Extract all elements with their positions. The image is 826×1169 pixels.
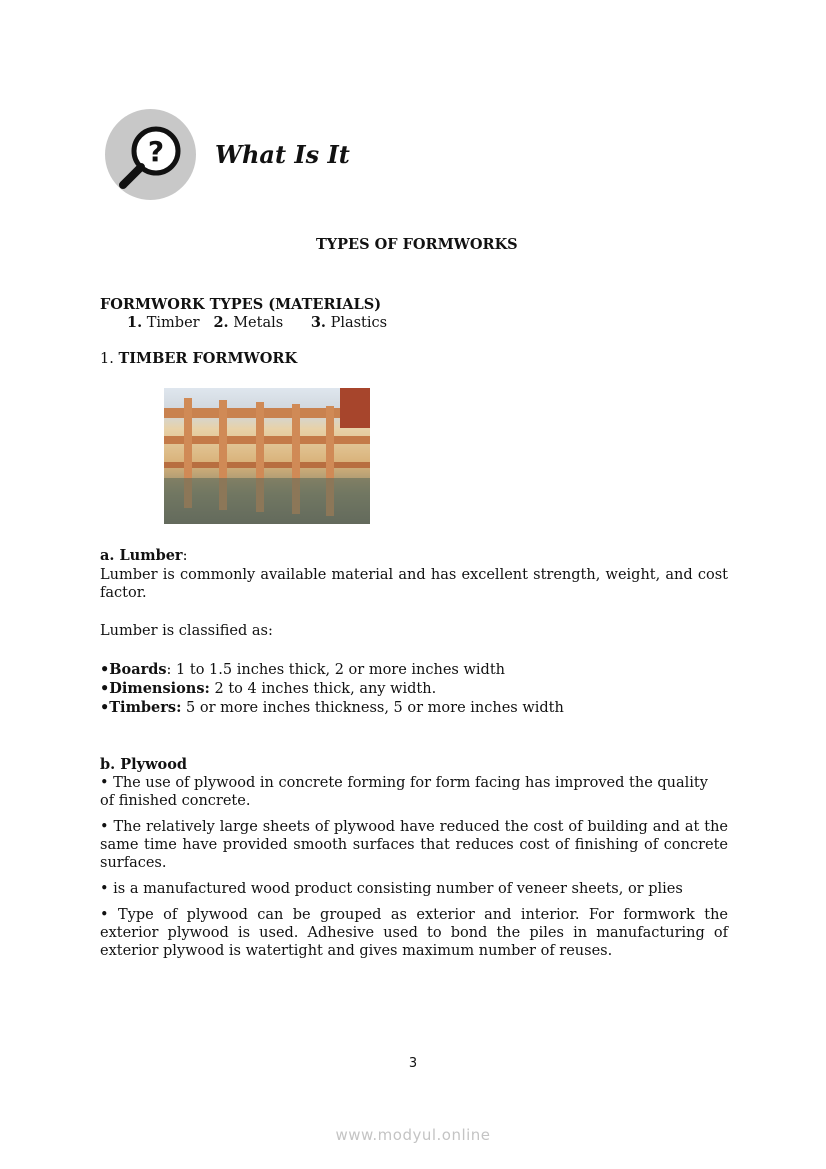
- lumber-classified: Lumber is classified as:: [100, 623, 273, 639]
- plywood-bullet: • The use of plywood in concrete forming for form facing has improved the quality of finished concrete.: [100, 775, 708, 809]
- item-number: 3.: [310, 314, 326, 331]
- heading-text: TIMBER FORMWORK: [118, 350, 298, 367]
- plywood-bullet: • The relatively large sheets of plywood have reduced the cost of building and at the same time have provided smooth surfaces that reduces cost of finishing of concrete surfaces.: [100, 819, 728, 871]
- lumber-description: Lumber is commonly available material and has excellent strength, weight, and cost factor.: [100, 567, 728, 601]
- plywood-bullet: • Type of plywood can be grouped as exterior and interior. For formwork the exterior plywood is used. Adhesive used to bond the piles in manufacturing of exterior plywood is watertight and gives maximum number of reuses.: [100, 907, 728, 959]
- heading-number: 1.: [100, 351, 114, 367]
- colon: :: [182, 548, 188, 564]
- timber-heading: [100, 350, 297, 368]
- lumber-heading: [100, 547, 187, 565]
- lumber-class-dimensions: [100, 680, 436, 698]
- term: •Dimensions:: [100, 680, 210, 697]
- watermark: www.modyul.online: [335, 1126, 491, 1144]
- sep: :: [166, 662, 172, 678]
- term: •Boards: [100, 661, 167, 678]
- magnifier-question-icon: [105, 109, 196, 200]
- material-plastics: Plastics: [330, 315, 388, 331]
- item-number: 2.: [213, 314, 229, 331]
- plywood-bullet: • is a manufactured wood product consisting number of veneer sheets, or plies: [100, 881, 683, 897]
- page-number: 3: [408, 1056, 418, 1071]
- materials-heading: FORMWORK TYPES (MATERIALS): [100, 296, 382, 313]
- lumber-class-boards: [100, 661, 505, 679]
- term: •Timbers:: [100, 699, 182, 716]
- plywood-heading: b. Plywood: [100, 756, 188, 773]
- definition: 1 to 1.5 inches thick, 2 or more inches width: [171, 662, 505, 678]
- lumber-class-timbers: [100, 699, 564, 717]
- materials-list: [127, 314, 387, 332]
- definition: 5 or more inches thickness, 5 or more inches width: [181, 700, 564, 716]
- timber-formwork-photo: [164, 388, 370, 524]
- material-timber: Timber: [146, 315, 200, 331]
- page-title: What Is It: [215, 140, 350, 169]
- heading-text: a. Lumber: [100, 547, 183, 564]
- section-title: TYPES OF FORMWORKS: [316, 236, 518, 253]
- item-number: 1.: [127, 314, 143, 331]
- svg-text:?: ?: [147, 135, 165, 168]
- definition: 2 to 4 inches thick, any width.: [209, 681, 437, 697]
- material-metals: Metals: [233, 315, 284, 331]
